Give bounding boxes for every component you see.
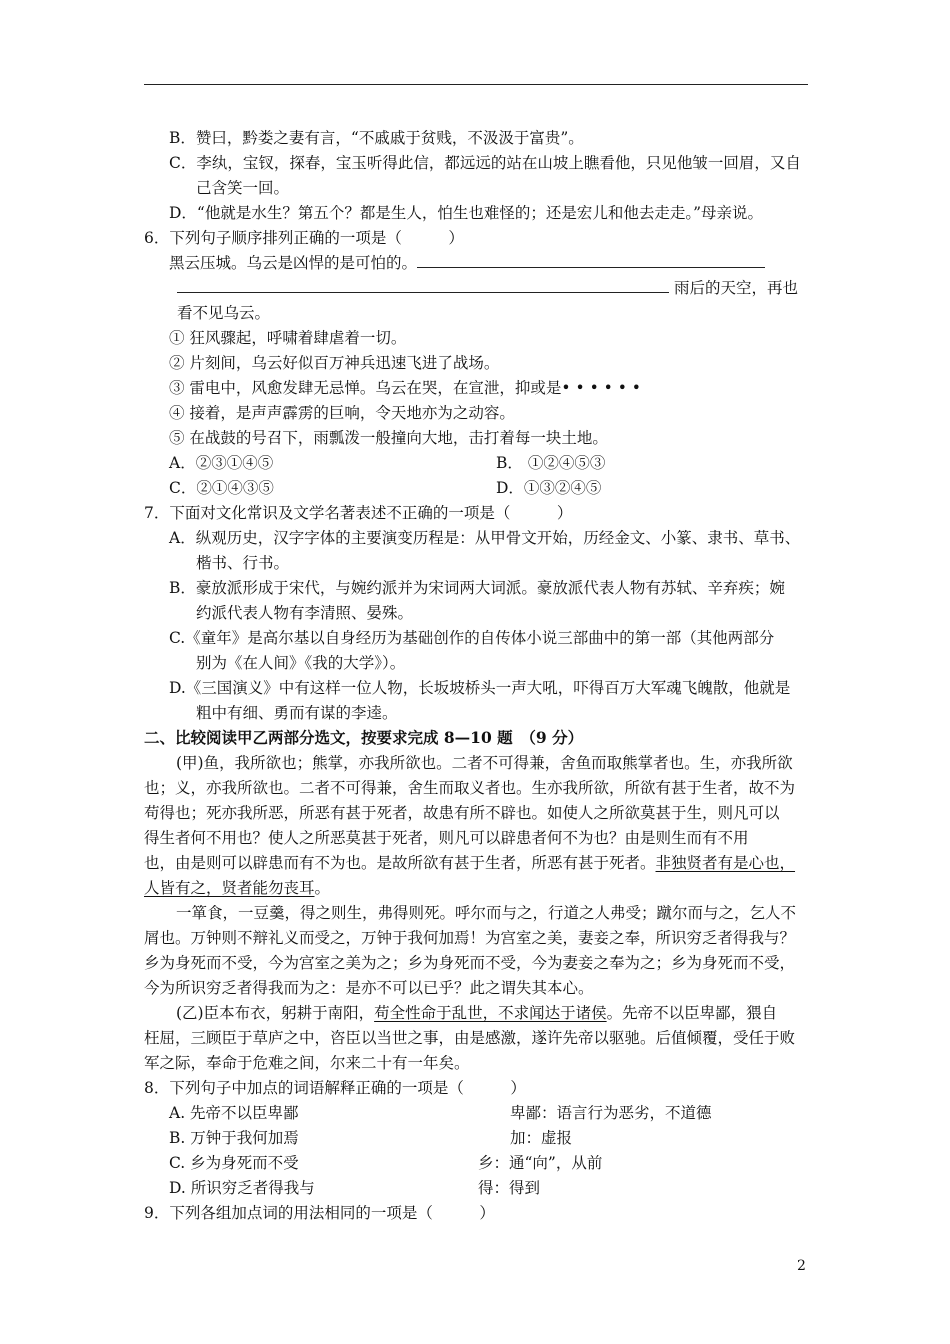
passage-jia-line — [144, 876, 330, 900]
passage-jia-line: 一箪食，一豆羹，得之则生，弗得则死。呼尔而与之，行道之人弗受；蹴尔而与之，乞人不 — [176, 904, 797, 922]
q6-sentence-2: ② 片刻间，乌云好似百万神兵迅速飞进了战场。 — [169, 354, 500, 372]
q7-option-a-line1: A．纵观历史，汉字字体的主要演变历程是：从甲骨文开始，历经金文、小篆、隶书、草书、 — [169, 529, 801, 547]
q8-option-c-sentence: C. 乡为身死而不受 — [169, 1154, 299, 1172]
q8-option-a-sentence: A. 先帝不以臣卑鄙 — [169, 1104, 299, 1122]
passage-text: 也，由是则可以辟患而有不为也。是故所欲有甚于生者，所恶有甚于死者。 — [144, 854, 656, 872]
q6-option-c: C．②①④③⑤ — [169, 479, 274, 497]
passage-yi-line: 枉屈，三顾臣于草庐之中，咨臣以当世之事，由是感激，遂许先帝以驱驰。后值倾覆，受任于败 — [144, 1029, 796, 1047]
q8-stem: 8．下列句子中加点的词语解释正确的一项是（ ） — [144, 1079, 526, 1097]
q5-option-d: D．“他就是水生？第五个？都是生人，怕生也难怪的；还是宏儿和他去走走。”母亲说。 — [169, 204, 764, 222]
passage-yi-line — [176, 1001, 777, 1025]
q7-option-a-line2: 楷书、行书。 — [196, 554, 290, 572]
q6-sentence-4: ④ 接着，是声声霹雳的巨响，令天地亦为之动容。 — [169, 404, 515, 422]
passage-text: 。 — [314, 879, 331, 897]
q7-option-c-line1: C.《童年》是高尔基以自身经历为基础创作的自传体小说三部曲中的第一部（其他两部分 — [169, 629, 775, 647]
q5-option-c-line1: C．李纨，宝钗，探春，宝玉听得此信，都远远的站在山坡上瞧看他，只见他皱一回眉，又自 — [169, 154, 801, 172]
answer-blank — [177, 276, 669, 293]
q7-option-c-line2: 别为《在人间》《我的大学》）。 — [196, 654, 406, 672]
q8-option-a-definition: 卑鄙：语言行为恶劣，不道德 — [510, 1104, 712, 1122]
q6-sentence-1: ① 狂风骤起，呼啸着肆虐着一切。 — [169, 329, 407, 347]
q6-sentence-3: ③ 雷电中，风愈发肆无忌惮。乌云在哭，在宣泄，抑或是• • • • • • — [169, 379, 641, 397]
underlined-sentence: 非独贤者有是心也， — [655, 854, 796, 872]
q8-option-b-sentence: B. 万钟于我何加焉 — [169, 1129, 299, 1147]
q6-tail-text: 雨后的天空，再也 — [673, 279, 798, 297]
q6-option-d: D．①③②④⑤ — [496, 479, 602, 497]
q6-lead-text: 黑云压城。乌云是凶悍的是可怕的。 — [169, 254, 418, 272]
passage-text: 。先帝不以臣卑鄙，猥自 — [606, 1004, 778, 1022]
passage-jia-line: (甲)鱼，我所欲也；熊掌，亦我所欲也。二者不可得兼，舍鱼而取熊掌者也。生，亦我所欲 — [176, 754, 793, 772]
q8-option-c-definition: 乡：通“向”，从前 — [478, 1154, 603, 1172]
underlined-sentence: 苟全性命于乱世，不求闻达于诸侯 — [374, 1004, 607, 1022]
passage-text: (乙)臣本布衣，躬耕于南阳， — [176, 1004, 375, 1022]
q7-option-d-line1: D.《三国演义》中有这样一位人物，长坂坡桥头一声大吼，吓得百万大军魂飞魄散，他就是 — [169, 679, 791, 697]
passage-jia-line: 今为所识穷乏者得我而为之：是亦不可以已乎？此之谓失其本心。 — [144, 979, 594, 997]
q5-option-b: B．赞曰，黔娄之妻有言，“不戚戚于贫贱，不汲汲于富贵”。 — [169, 129, 584, 147]
passage-jia-line: 屑也。万钟则不辩礼义而受之，万钟于我何加焉！为宫室之美，妻妾之奉，所识穷乏者得我与？ — [144, 929, 796, 947]
page-number: 2 — [797, 1258, 806, 1274]
q9-stem: 9．下列各组加点词的用法相同的一项是（ ） — [144, 1204, 495, 1222]
q8-option-d-sentence: D. 所识穷乏者得我与 — [169, 1179, 315, 1197]
q6-stem: 6．下列句子顺序排列正确的一项是（ ） — [144, 229, 464, 247]
section-2-heading: 二、比较阅读甲乙两部分选文，按要求完成 8—10 题 （9 分） — [144, 728, 584, 747]
passage-jia-line: 苟得也；死亦我所恶，所恶有甚于死者，故患有所不辟也。如使人之所欲莫甚于生，则凡可以 — [144, 804, 780, 822]
q5-option-c-line2: 己含笑一回。 — [196, 179, 290, 197]
q6-tail-line2: 看不见乌云。 — [177, 304, 271, 322]
q7-option-b-line2: 约派代表人物有李清照、晏殊。 — [196, 604, 414, 622]
passage-jia-line: 得生者何不用也？使人之所恶莫甚于死者，则凡可以辟患者何不为也？由是则生而有不用 — [144, 829, 749, 847]
passage-jia-line: 也；义，亦我所欲也。二者不可得兼，舍生而取义者也。生亦我所欲，所欲有甚于生者，故不为 — [144, 779, 796, 797]
answer-blank — [417, 251, 765, 268]
q8-option-b-definition: 加：虚报 — [510, 1129, 573, 1147]
q6-blank-line — [177, 276, 798, 300]
q7-option-b-line1: B．豪放派形成于宋代，与婉约派并为宋词两大词派。豪放派代表人物有苏轼、辛弃疾；婉 — [169, 579, 785, 597]
q7-stem: 7．下面对文化常识及文学名著表述不正确的一项是（ ） — [144, 504, 573, 522]
passage-jia-line: 乡为身死而不受，今为宫室之美为之；乡为身死而不受，今为妻妾之奉为之；乡为身死而不受， — [144, 954, 796, 972]
q6-sentence-5: ⑤ 在战鼓的号召下，雨瓢泼一般撞向大地，击打着每一块土地。 — [169, 429, 608, 447]
underlined-sentence: 人皆有之，贤者能勿丧耳 — [144, 879, 315, 897]
q6-option-b: B． ①②④⑤③ — [496, 454, 606, 472]
q7-option-d-line2: 粗中有细、勇而有谋的李逵。 — [196, 704, 398, 722]
passage-jia-line — [144, 851, 795, 875]
passage-yi-line: 军之际，奉命于危难之间，尔来二十有一年矣。 — [144, 1054, 470, 1072]
q6-lead-line — [169, 251, 765, 275]
header-rule — [144, 84, 808, 85]
q8-option-d-definition: 得：得到 — [478, 1179, 541, 1197]
q6-option-a: A．②③①④⑤ — [169, 454, 274, 472]
